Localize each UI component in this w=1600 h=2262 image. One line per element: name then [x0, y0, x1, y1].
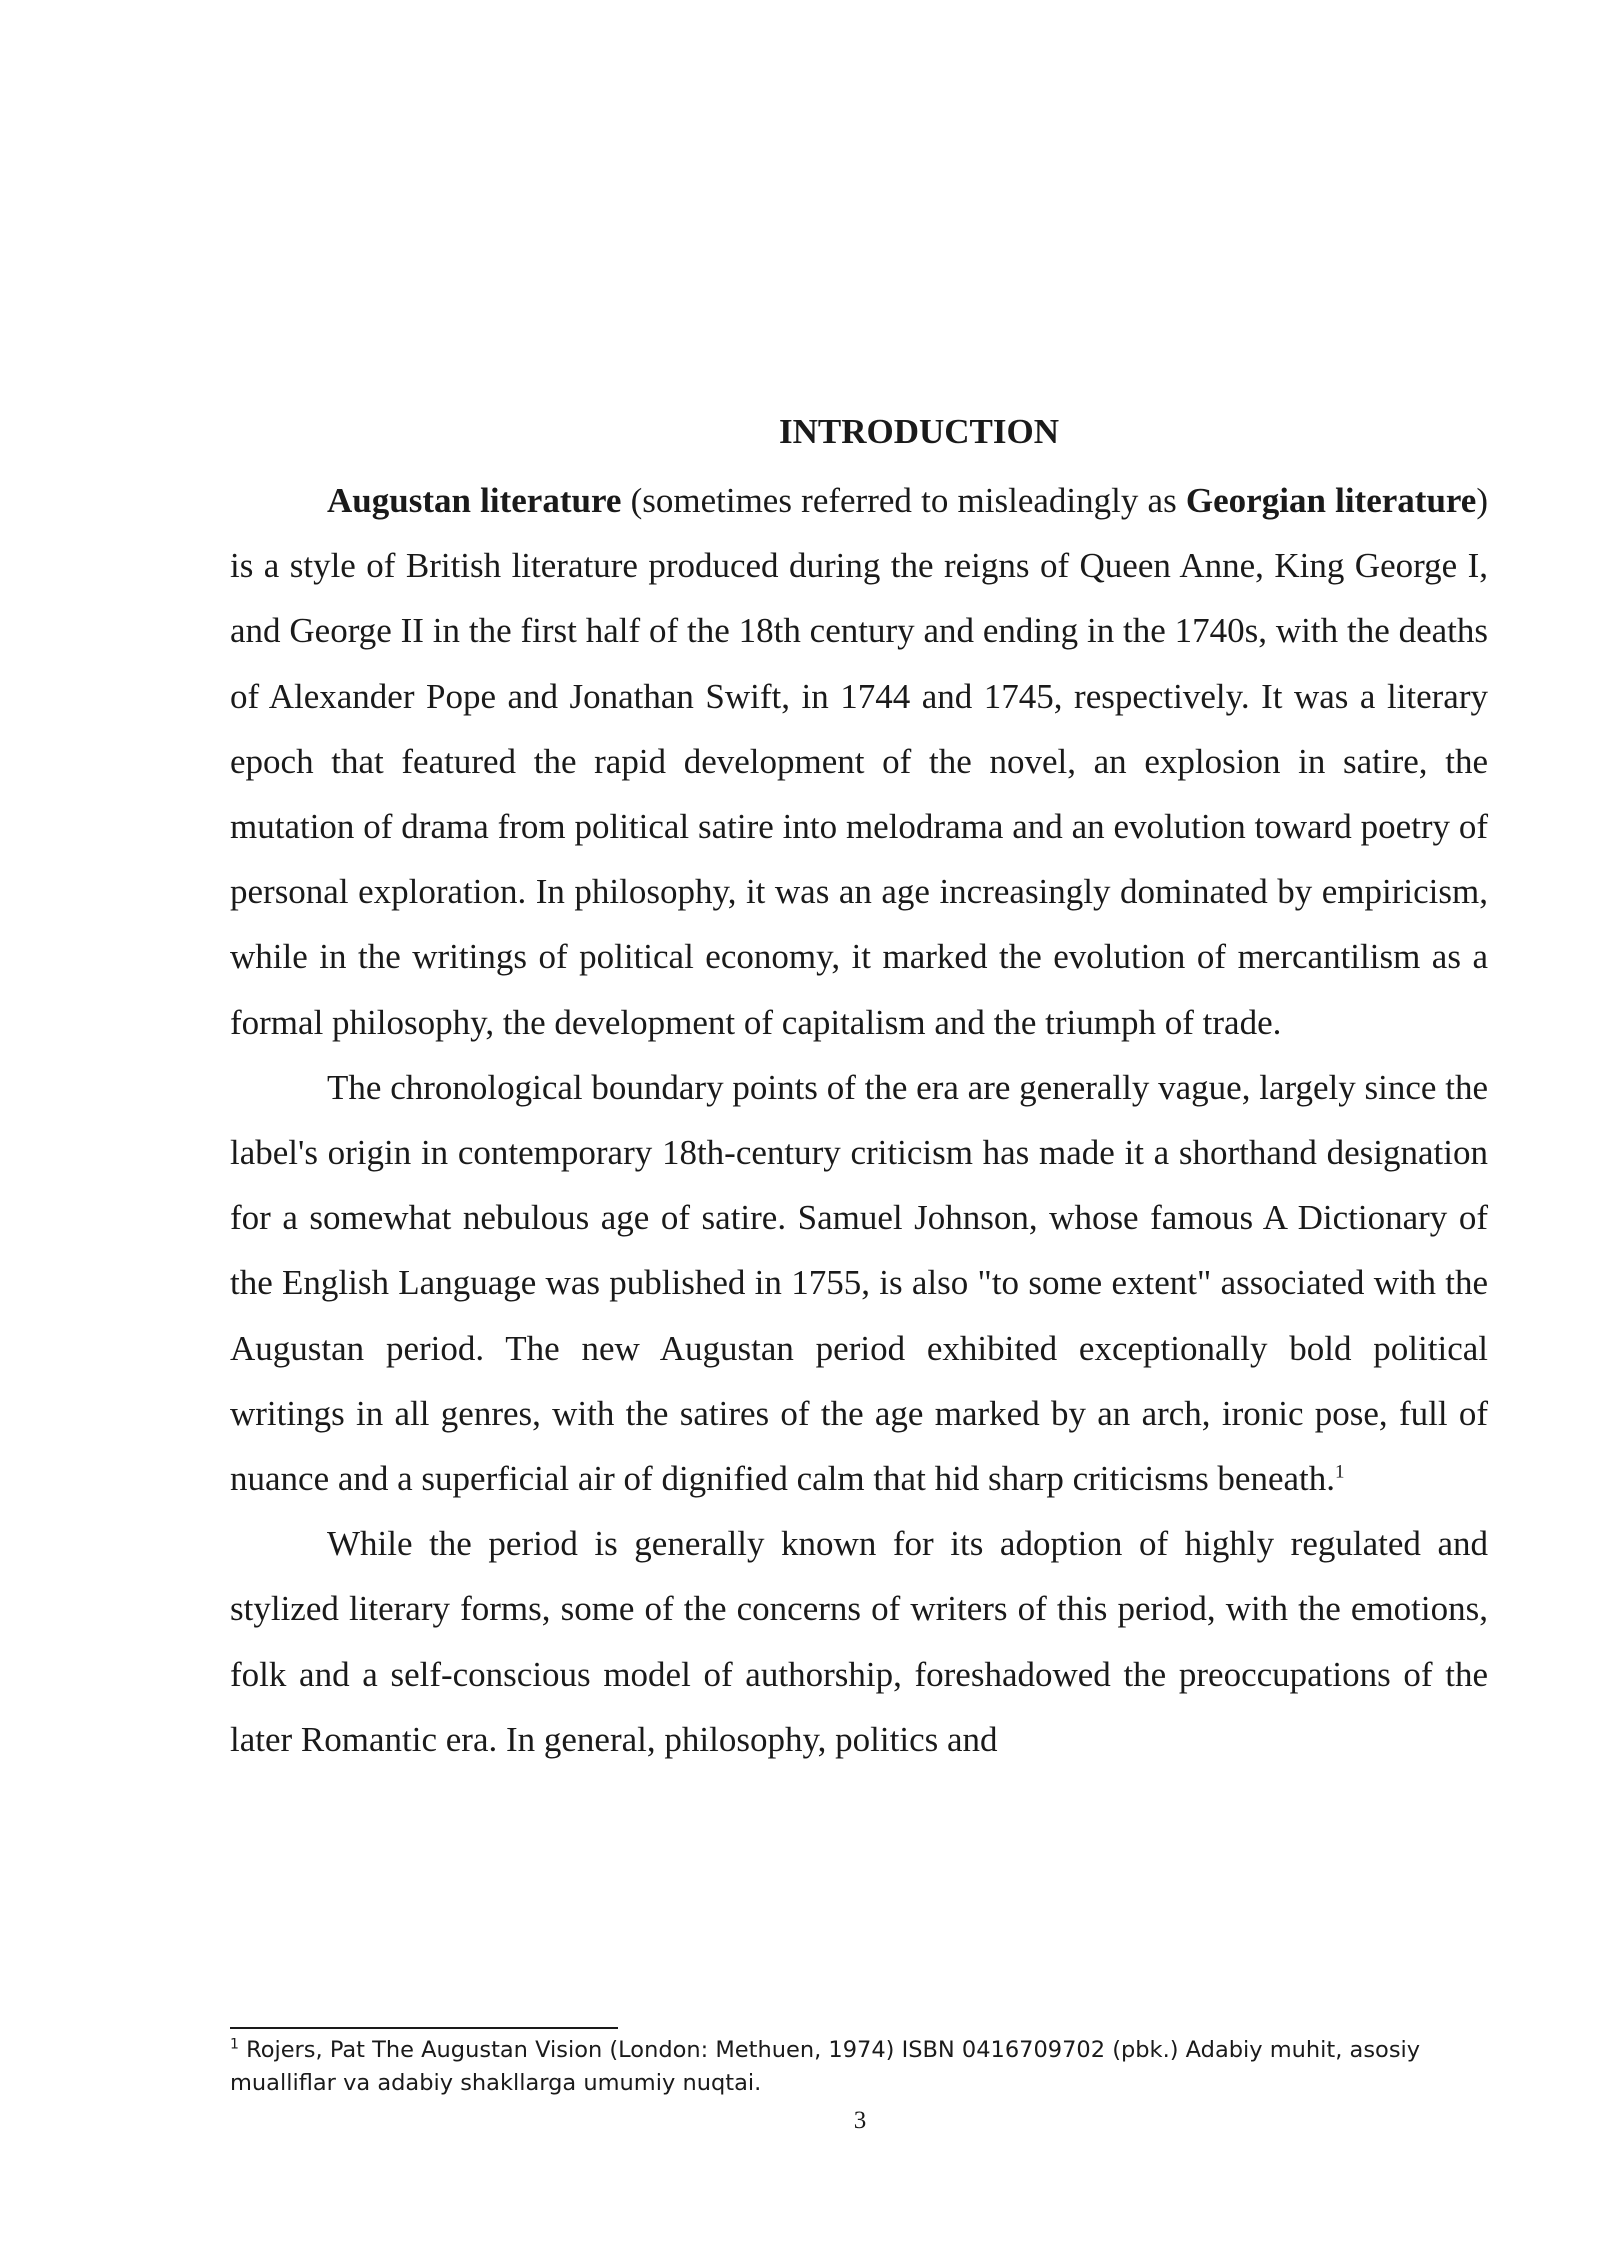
footnote [230, 2034, 1492, 2100]
paragraph-1-text-b: ) is a style of British literature produced during the reigns of Queen Anne, King George I, and George II in the first half of the 18th century and ending in the 1740s, with the deaths of Alexander Pope and Jonathan Swift, in 1744 and 1745, respectively. It was a literary epoch that featured the rapid development of the novel, an explosion in satire, the mutation of drama from political satire into melodrama and an evolution toward poetry of personal exploration. In philosophy, it was an age increasingly dominated by empiricism, while in the writings of political economy, it marked the evolution of mercantilism as a formal philosophy, the development of capitalism and the triumph of trade. [230, 481, 1488, 1042]
footnote-text: Rojers, Pat The Augustan Vision (London: Methuen, 1974) ISBN 0416709702 (pbk.) Adabiy muhit, asosiy mualliflar va adabiy shakllarga umumiy nuqtai. [230, 2037, 1421, 2096]
page-number: 3 [853, 2107, 867, 2134]
paragraph-2 [230, 1055, 1488, 1511]
paragraph-2-text: The chronological boundary points of the era are generally vague, largely since the label's origin in contemporary 18th-century criticism has made it a shorthand designation for a somewhat nebulous age of satire. Samuel Johnson, whose famous A Dictionary of the English Language was published in 1755, is also "to some extent" associated with the Augustan period. The new Augustan period exhibited exceptionally bold political writings in all genres, with the satires of the age marked by an arch, ironic pose, full of nuance and a superficial air of dignified calm that hid sharp criticisms beneath. [230, 1067, 1488, 1499]
page-heading: INTRODUCTION [778, 412, 1060, 451]
paragraph-1 [230, 468, 1488, 1055]
footnote-marker: 1 [230, 2036, 239, 2053]
term-augustan-literature: Augustan literature [327, 481, 622, 520]
paragraph-1-text-a: (sometimes referred to misleadingly as [621, 481, 1186, 520]
body-text [230, 468, 1488, 1772]
footnote-reference[interactable]: 1 [1335, 1461, 1345, 1483]
paragraph-3 [230, 1511, 1488, 1772]
paragraph-3-text: While the period is generally known for its adoption of highly regulated and stylized literary forms, some of the concerns of writers of this period, with the emotions, folk and a self-conscious model of authorship, foreshadowed the preoccupations of the later Romantic era. In general, philosophy, politics and [230, 1524, 1488, 1759]
footnote-separator [230, 2027, 618, 2029]
term-georgian-literature: Georgian literature [1185, 481, 1477, 520]
